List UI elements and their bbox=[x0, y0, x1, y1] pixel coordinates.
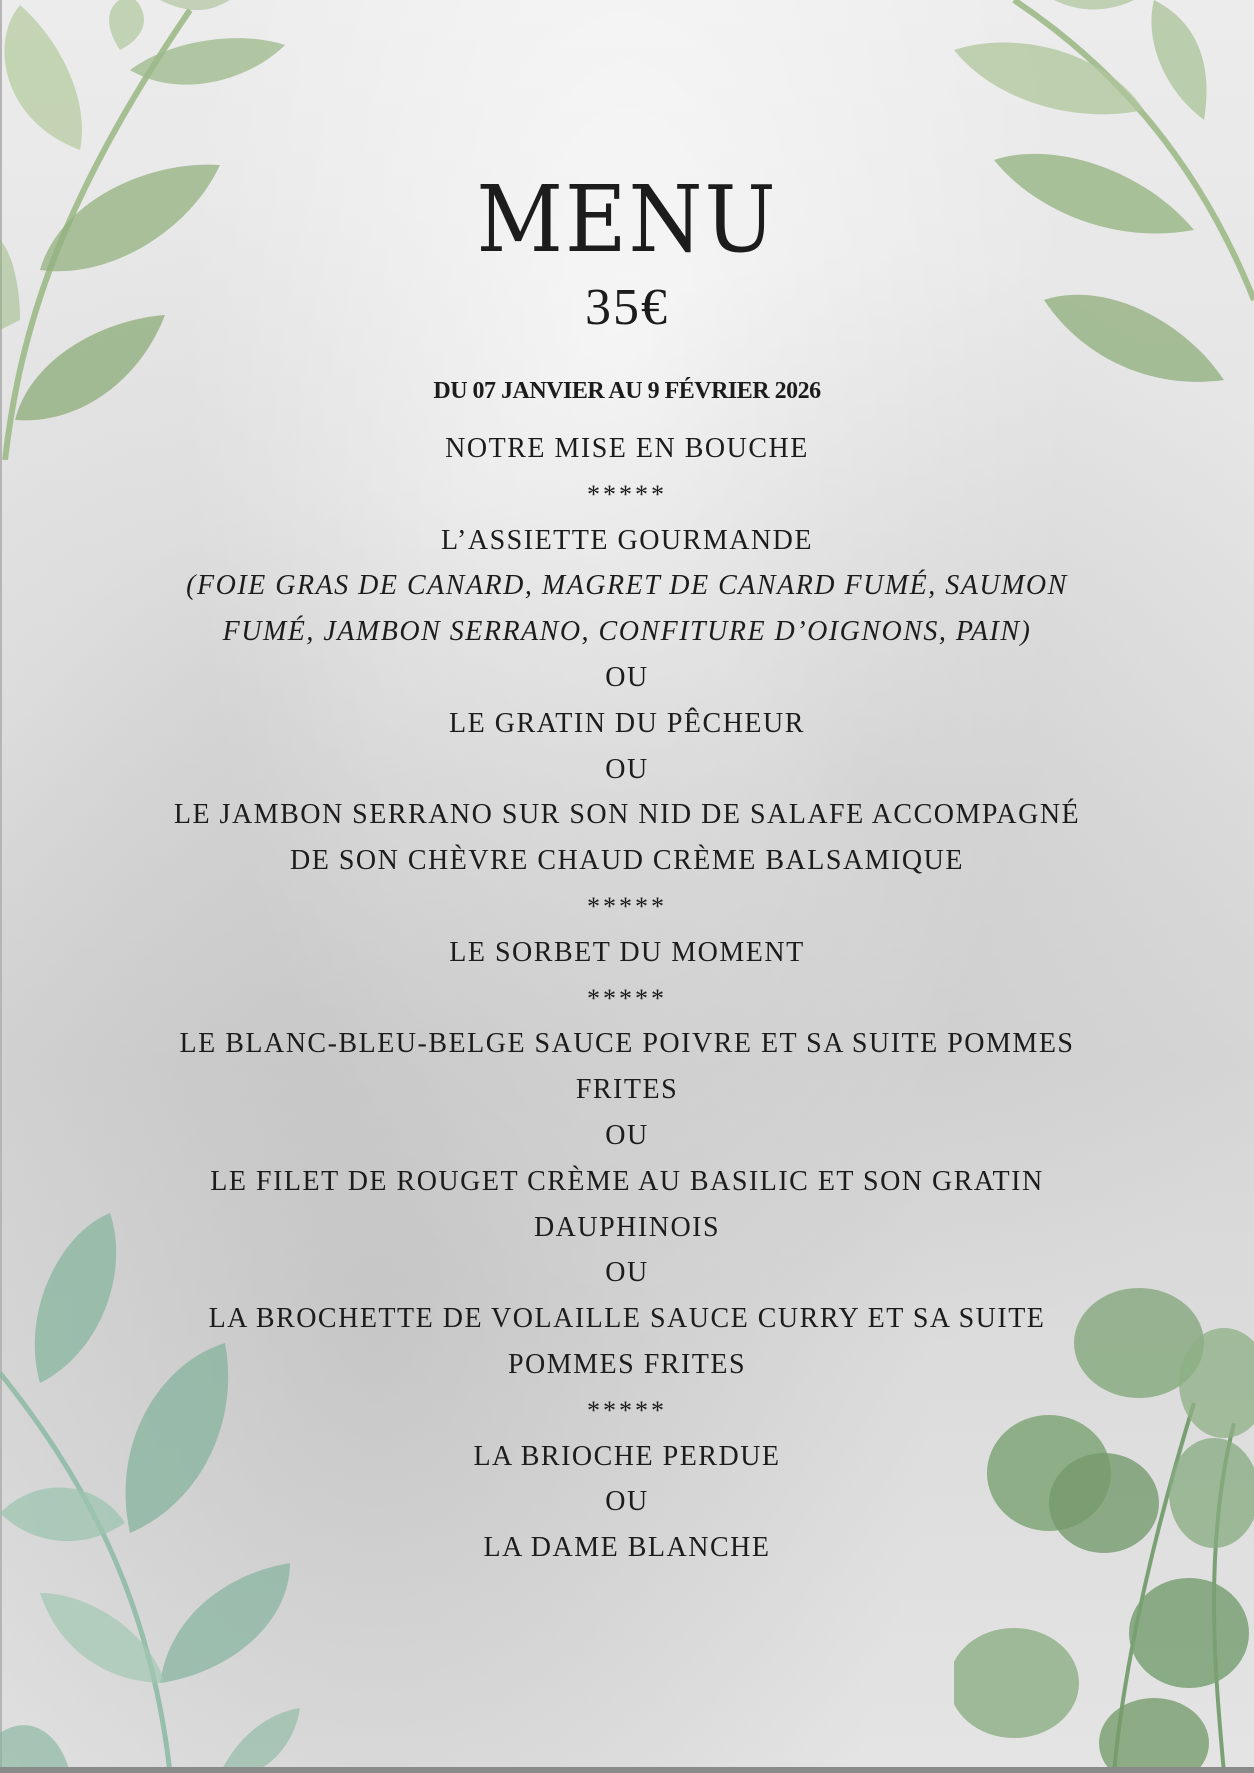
menu-item-line: LA BRIOCHE PERDUE bbox=[473, 1440, 781, 1472]
menu-item-line: DE SON CHÈVRE CHAUD CRÈME BALSAMIQUE bbox=[290, 845, 964, 877]
menu-item-line: L’ASSIETTE GOURMANDE bbox=[441, 524, 813, 556]
menu-item-line: NOTRE MISE EN BOUCHE bbox=[445, 433, 809, 464]
menu-item-line: (FOIE GRAS DE CANARD, MAGRET DE CANARD FUMÉ, SAUMON bbox=[186, 570, 1068, 602]
course-separator: ***** bbox=[587, 891, 667, 921]
menu-price: 35€ bbox=[585, 279, 669, 336]
menu-item-line: LA BROCHETTE DE VOLAILLE SAUCE CURRY ET SA SUITE bbox=[208, 1303, 1046, 1335]
menu-item-line: LE GRATIN DU PÊCHEUR bbox=[449, 707, 805, 739]
menu-content bbox=[140, 166, 1114, 1571]
menu-item-line: LE BLANC-BLEU-BELGE SAUCE POIVRE ET SA SUITE POMMES bbox=[179, 1028, 1075, 1060]
course-list bbox=[140, 426, 1114, 1571]
menu-item-line: LA DAME BLANCHE bbox=[483, 1532, 771, 1564]
course-separator: ***** bbox=[587, 983, 667, 1013]
menu-item-line: LE SORBET DU MOMENT bbox=[449, 936, 805, 968]
menu-item-line: OU bbox=[605, 1486, 649, 1518]
menu-dates: DU 07 JANVIER AU 9 FÉVRIER 2026 bbox=[433, 378, 821, 404]
menu-item-line: FRITES bbox=[575, 1074, 679, 1106]
menu-item-line: LE FILET DE ROUGET CRÈME AU BASILIC ET SON GRATIN bbox=[210, 1165, 1044, 1197]
menu-item-line: LE JAMBON SERRANO SUR SON NID DE SALAFE ACCOMPAGNÉ bbox=[173, 799, 1081, 831]
course-separator: ***** bbox=[587, 479, 667, 509]
menu-title: MENU bbox=[476, 166, 778, 273]
menu-item-line: DAUPHINOIS bbox=[533, 1211, 721, 1243]
menu-item-line: OU bbox=[605, 1119, 649, 1151]
menu-item-line: OU bbox=[605, 661, 649, 693]
menu-item-line: POMMES FRITES bbox=[507, 1348, 747, 1380]
menu-item-line: FUMÉ, JAMBON SERRANO, CONFITURE D’OIGNONS, PAIN) bbox=[222, 616, 1032, 648]
menu-item-line: OU bbox=[605, 753, 649, 785]
course-separator: ***** bbox=[587, 1395, 667, 1425]
menu-item-line: OU bbox=[605, 1257, 649, 1289]
